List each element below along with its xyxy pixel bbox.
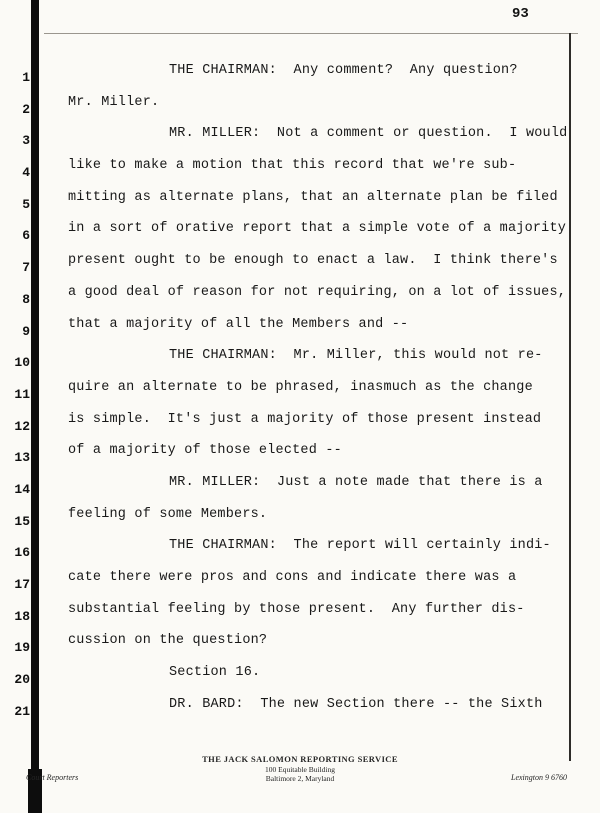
line-text: present ought to be enough to enact a law. I think there's [68,253,558,269]
transcript-line [0,696,572,728]
line-text: in a sort of orative report that a simple vote of a majority [68,221,567,237]
line-text: Mr. Miller. [68,94,160,110]
line-text: mitting as alternate plans, that an alternate plan be filed [68,189,558,205]
line-text: MR. MILLER: Not a comment or question. I would [169,126,568,142]
line-text: cussion on the question? [68,633,268,649]
transcript-line [0,62,572,94]
line-number: 12 [14,418,30,434]
line-number: 20 [14,672,30,688]
footer-address-2: Baltimore 2, Maryland [265,774,335,783]
transcript-line [0,601,572,633]
footer-title: THE JACK SALOMON REPORTING SERVICE [202,754,398,764]
line-number: 21 [14,703,30,719]
line-text: MR. MILLER: Just a note made that there is a [169,474,543,490]
transcript-line [0,347,572,379]
footer [0,754,600,802]
footer-center [0,754,600,783]
line-number: 7 [22,260,30,276]
page-number: 93 [512,6,529,22]
transcript-line [0,506,572,538]
line-text: a good deal of reason for not requiring, on a lot of issues, [68,284,567,300]
line-text: is simple. It's just a majority of those present instead [68,411,542,427]
line-number: 11 [14,386,30,402]
line-number: 6 [22,228,30,244]
transcript-line [0,316,572,348]
transcript-line [0,252,572,284]
top-rule [44,33,578,34]
line-text: cate there were pros and cons and indicate there was a [68,570,517,585]
transcript-line [0,125,572,157]
transcript-line [0,569,572,601]
line-text: that a majority of all the Members and -- [68,316,409,332]
footer-right-label: Lexington 9 6760 [511,773,567,782]
line-number: 13 [14,450,30,466]
transcript-line [0,664,572,696]
line-number: 8 [22,291,30,307]
transcript-line [0,220,572,252]
transcript-line [0,537,572,569]
line-text: substantial feeling by those present. Any further dis- [68,601,525,617]
line-number: 3 [22,133,30,149]
line-text: feeling of some Members. [68,506,268,522]
line-text: like to make a motion that this record that we're sub- [68,158,517,174]
transcript-line [0,379,572,411]
transcript-line [0,442,572,474]
transcript-line [0,474,572,506]
transcript-line [0,284,572,316]
line-number: 2 [22,101,30,117]
line-number: 10 [14,355,30,371]
line-number: 1 [22,70,30,85]
line-number: 5 [22,196,30,212]
line-text: THE CHAIRMAN: Mr. Miller, this would not re- [169,348,543,364]
line-number: 9 [22,323,30,339]
transcript-line [0,411,572,443]
line-number: 15 [14,513,30,529]
transcript-line [0,94,572,126]
line-number: 16 [14,545,30,561]
line-number: 19 [14,640,30,656]
transcript-line [0,632,572,664]
line-text: quire an alternate to be phrased, inasmuch as the change [68,379,533,395]
transcript-line [0,157,572,189]
line-number: 18 [14,608,30,624]
line-text: THE CHAIRMAN: The report will certainly indi- [169,538,551,554]
line-text: of a majority of those elected -- [68,443,342,459]
transcript [0,62,572,727]
footer-left-label: Court Reporters [26,773,79,782]
transcript-line [0,189,572,221]
line-text: DR. BARD: The new Section there -- the Sixth [169,696,543,712]
line-text: Section 16. [169,665,261,681]
footer-address-1: 100 Equitable Building [265,764,335,774]
line-number: 17 [14,577,30,592]
line-number: 14 [14,481,30,497]
line-text: THE CHAIRMAN: Any comment? Any question? [169,63,518,78]
line-number: 4 [22,165,30,181]
